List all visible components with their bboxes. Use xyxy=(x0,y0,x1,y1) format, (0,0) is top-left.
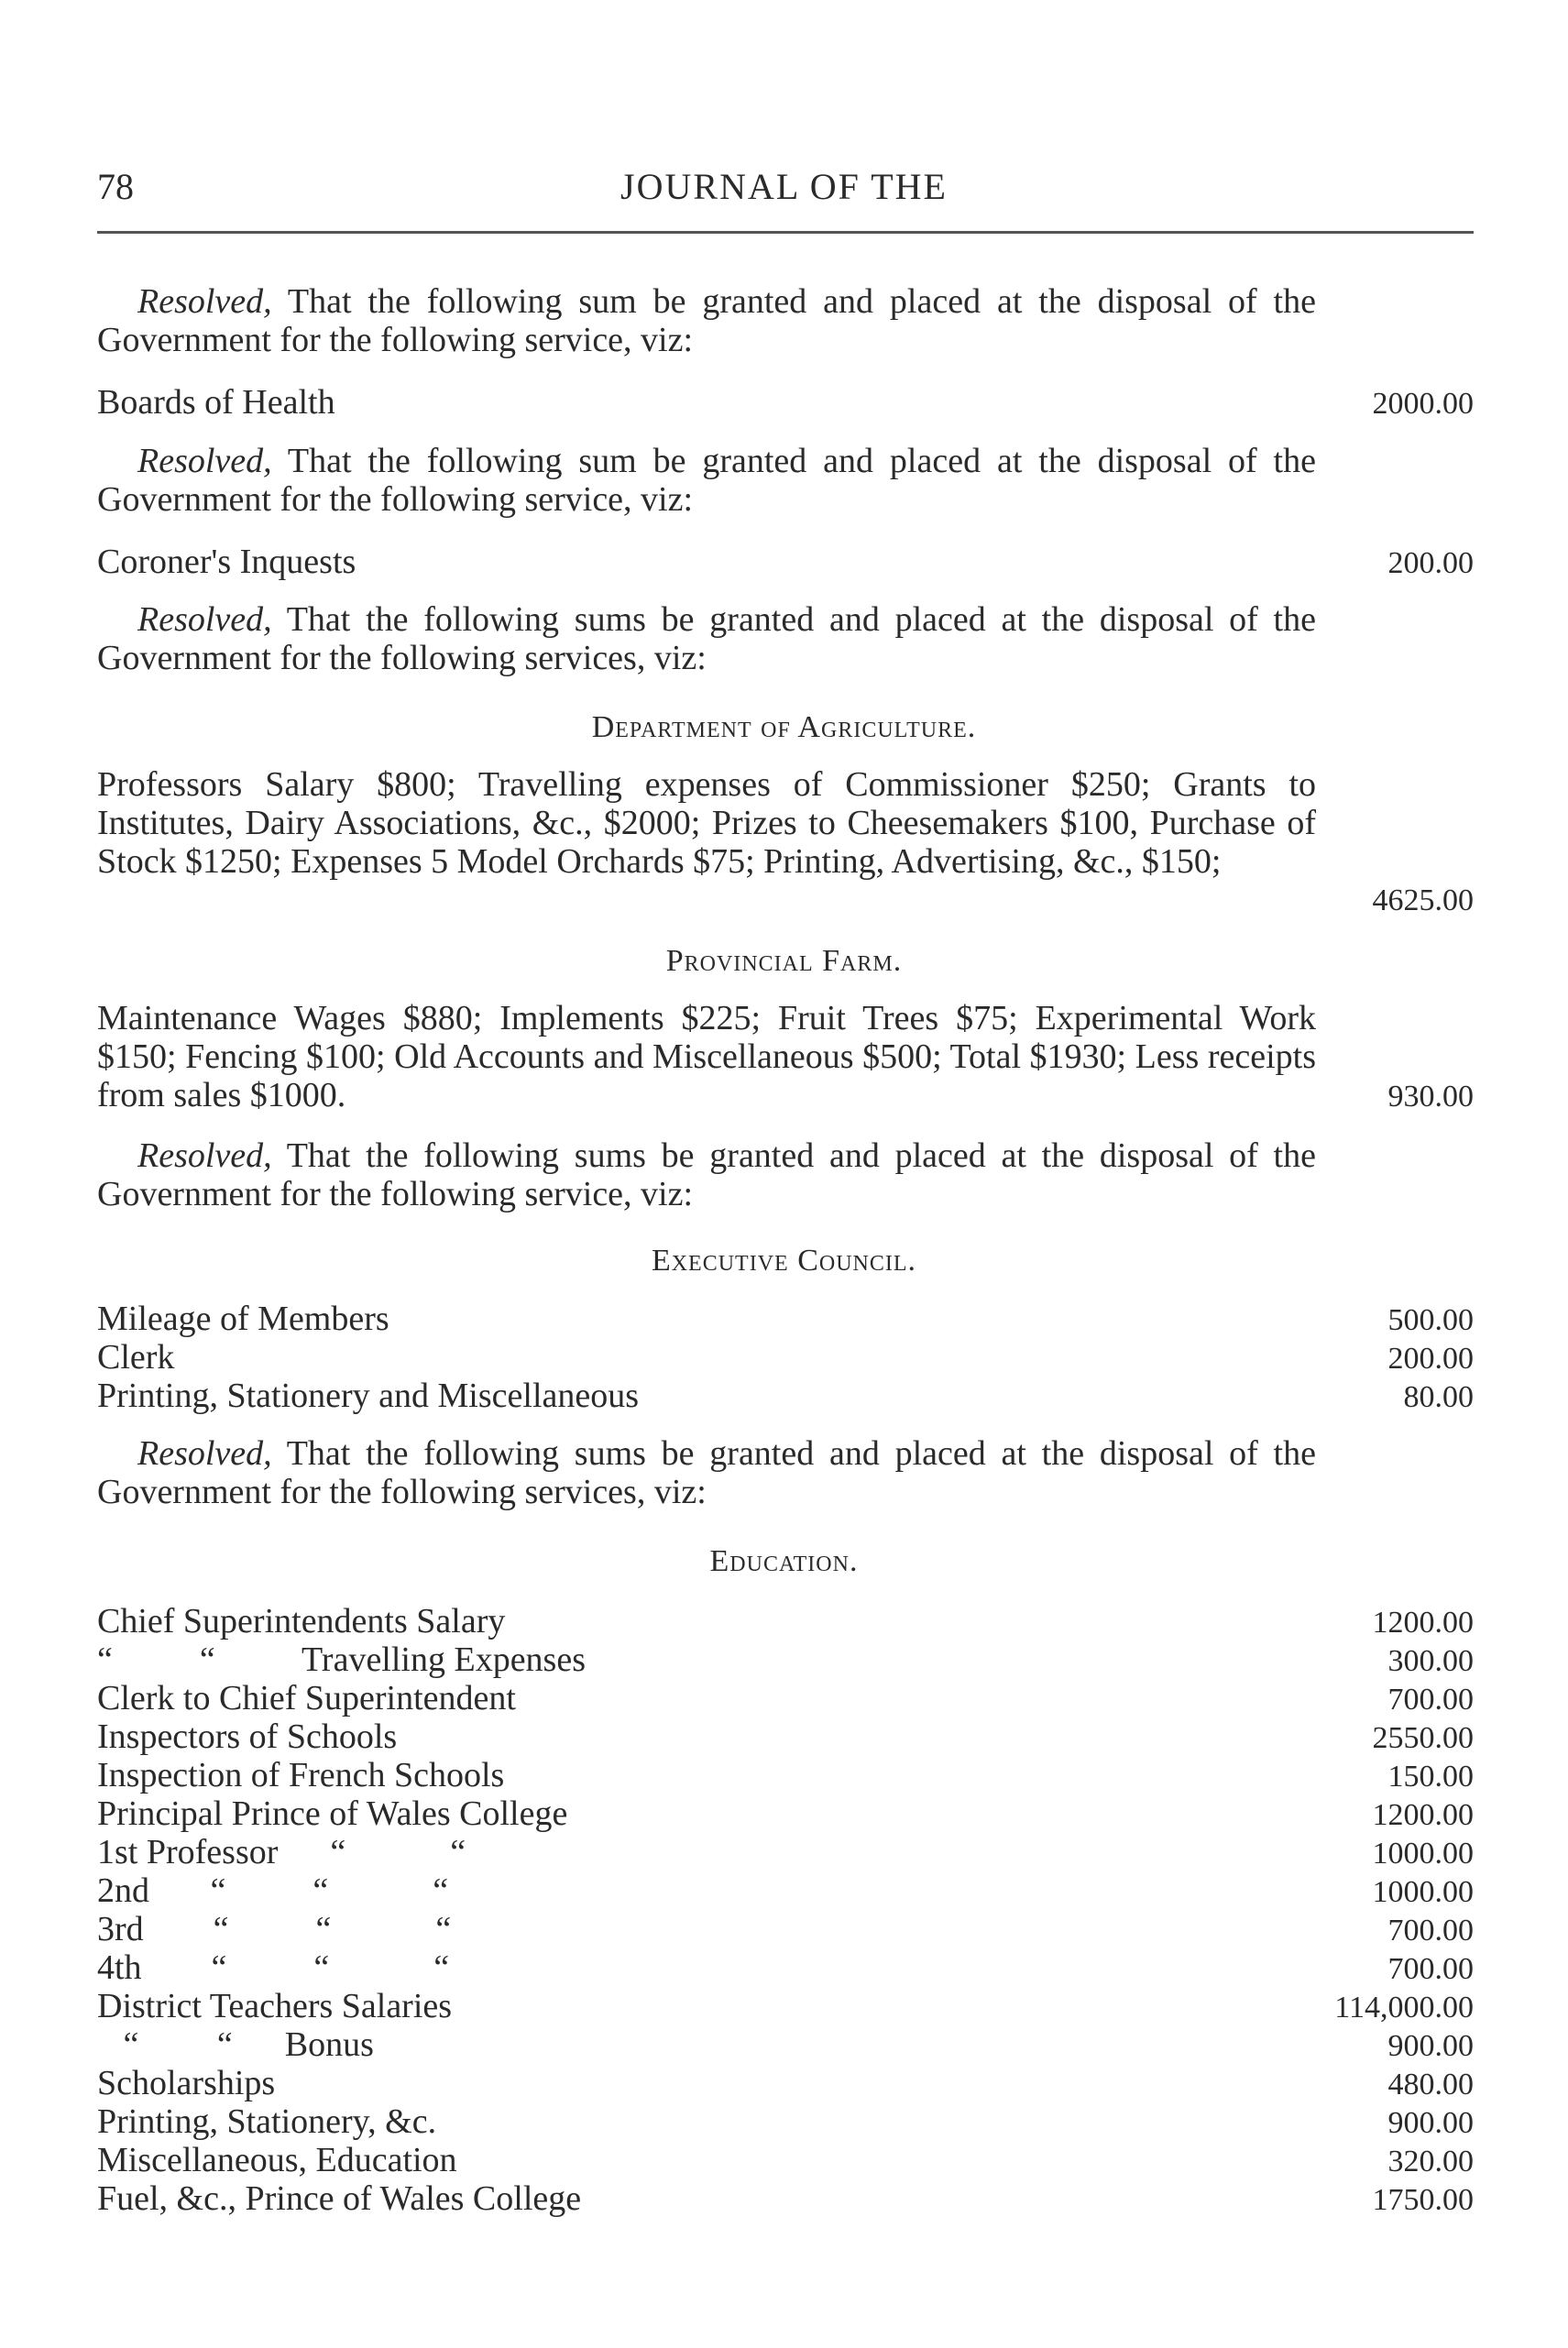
line-item-label: Inspectors of Schools xyxy=(97,1717,398,1756)
line-item-amount: 700.00 xyxy=(1387,1683,1474,1717)
farm-items-paragraph: Maintenance Wages $880; Implements $225; Fruit Trees $75; Experimental Work $150; Fencing $100; Old Accounts and Miscellaneous $500; Total $1930; Less receipts from sales $1000. xyxy=(97,999,1316,1114)
line-item-label: 2nd “ “ “ xyxy=(97,1871,449,1910)
line-item-label: Coroner's Inquests xyxy=(97,543,356,581)
line-item-label: 3rd “ “ “ xyxy=(97,1910,452,1948)
section-heading: Department of Agriculture. xyxy=(591,710,977,744)
resolved-word: Resolved, xyxy=(137,600,272,639)
line-item-label: District Teachers Salaries xyxy=(97,1987,453,2025)
line-item-amount: 1200.00 xyxy=(1372,1798,1474,1832)
resolution-paragraph xyxy=(97,442,1316,519)
resolved-word: Resolved, xyxy=(137,1136,272,1175)
resolution-paragraph xyxy=(97,1434,1316,1511)
line-item-amount: 320.00 xyxy=(1387,2145,1474,2178)
line-item-amount: 930.00 xyxy=(1387,1080,1474,1114)
line-item-amount: 1200.00 xyxy=(1372,1606,1474,1640)
line-item-label: Clerk xyxy=(97,1338,175,1377)
page-number: 78 xyxy=(97,166,134,207)
line-item-amount: 1000.00 xyxy=(1372,1837,1474,1871)
resolution-text: That the following sums be granted and placed at the disposal of the Government for the following services, viz: xyxy=(97,1434,1316,1511)
header-rule xyxy=(97,231,1474,234)
line-item-label: Printing, Stationery, &c. xyxy=(97,2102,437,2141)
line-item-label: Fuel, &c., Prince of Wales College xyxy=(97,2179,582,2218)
resolution-text: That the following sums be granted and placed at the disposal of the Government for the following services, viz: xyxy=(97,600,1316,677)
resolution-paragraph xyxy=(97,282,1316,359)
line-item-amount: 4625.00 xyxy=(1372,883,1474,917)
line-item-amount: 200.00 xyxy=(1387,546,1474,580)
line-item-amount: 2000.00 xyxy=(1372,387,1474,421)
line-item-label: Principal Prince of Wales College xyxy=(97,1794,568,1833)
line-item-amount: 700.00 xyxy=(1387,1914,1474,1948)
line-item-label: Miscellaneous, Education xyxy=(97,2141,457,2179)
line-item-amount: 700.00 xyxy=(1387,1952,1474,1986)
line-item-label: Clerk to Chief Superintendent xyxy=(97,1679,516,1717)
line-item-amount: 900.00 xyxy=(1387,2029,1474,2063)
line-item-amount: 1750.00 xyxy=(1372,2183,1474,2217)
resolved-word: Resolved, xyxy=(137,1434,272,1473)
section-heading: Provincial Farm. xyxy=(665,944,903,978)
line-item-amount: 114,000.00 xyxy=(1334,1991,1474,2024)
line-item-amount: 2550.00 xyxy=(1372,1721,1474,1755)
line-item-amount: 300.00 xyxy=(1387,1644,1474,1678)
line-item-label: Printing, Stationery and Miscellaneous xyxy=(97,1377,640,1415)
line-item-label: “ “ Bonus xyxy=(97,2025,374,2064)
line-item-label: Boards of Health xyxy=(97,383,335,422)
line-item-label: Mileage of Members xyxy=(97,1300,389,1338)
resolution-text: That the following sums be granted and placed at the disposal of the Government for the following service, viz: xyxy=(97,1136,1316,1213)
resolution-text: That the following sum be granted and placed at the disposal of the Government for the following service, viz: xyxy=(97,282,1316,359)
line-item-amount: 80.00 xyxy=(1403,1380,1474,1414)
line-item-label: Scholarships xyxy=(97,2064,276,2102)
section-heading: Education. xyxy=(709,1544,859,1578)
line-item-label: “ “ Travelling Expenses xyxy=(97,1640,587,1679)
line-item-amount: 480.00 xyxy=(1387,2068,1474,2101)
resolution-paragraph xyxy=(97,1136,1316,1213)
section-heading: Executive Council. xyxy=(651,1244,917,1278)
line-item-amount: 900.00 xyxy=(1387,2106,1474,2140)
running-head: JOURNAL OF THE xyxy=(620,166,948,207)
line-item-label: 4th “ “ “ xyxy=(97,1948,450,1987)
line-item-amount: 150.00 xyxy=(1387,1760,1474,1794)
line-item-label: Chief Superintendents Salary xyxy=(97,1602,506,1640)
resolution-text: That the following sum be granted and placed at the disposal of the Government for the following service, viz: xyxy=(97,442,1316,519)
resolved-word: Resolved, xyxy=(137,442,272,480)
resolution-paragraph xyxy=(97,600,1316,677)
line-item-amount: 1000.00 xyxy=(1372,1875,1474,1909)
line-item-amount: 500.00 xyxy=(1387,1303,1474,1337)
line-item-label: Inspection of French Schools xyxy=(97,1756,505,1794)
line-item-label: 1st Professor “ “ xyxy=(97,1833,466,1871)
resolved-word: Resolved, xyxy=(137,282,272,321)
line-item-amount: 200.00 xyxy=(1387,1342,1474,1376)
agriculture-items-paragraph: Professors Salary $800; Travelling expenses of Commissioner $250; Grants to Institutes, Dairy Associations, &c., $2000; Prizes to Cheesemakers $100, Purchase of Stock $1250; Expenses 5 Model Orchards $75; Printing, Advertising, &c., $150; xyxy=(97,765,1316,881)
